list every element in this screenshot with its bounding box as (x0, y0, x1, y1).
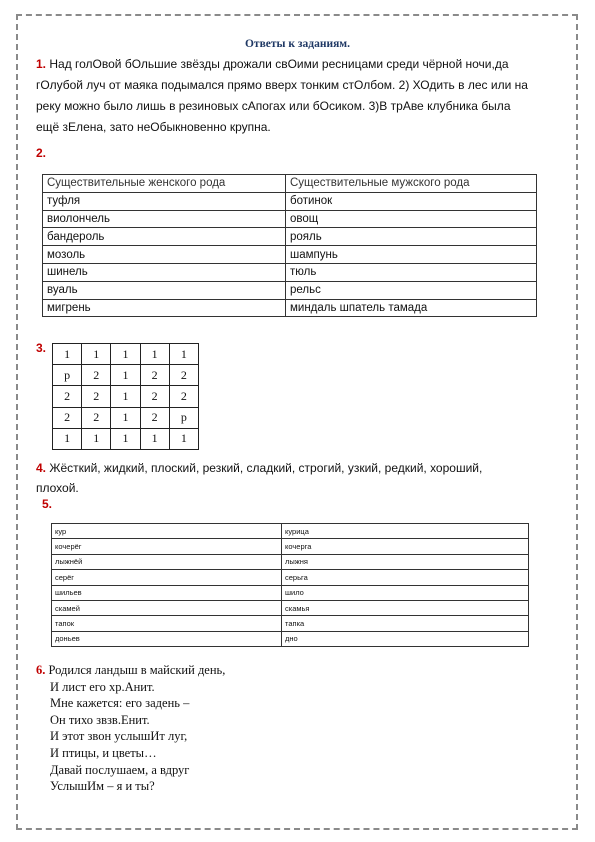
table-row (52, 539, 529, 554)
cell-right: кочерга (282, 539, 529, 554)
grid-cell: 1 (53, 428, 82, 449)
task4-number: 4. (36, 461, 47, 475)
grid-cell: 2 (82, 386, 111, 407)
cell-masculine: рояль (286, 228, 537, 246)
cell-left: тапок (52, 616, 282, 631)
gender-nouns-table (42, 174, 537, 317)
grid-cell: 2 (169, 386, 198, 407)
task5-number-line (42, 494, 572, 515)
cell-right: курица (282, 524, 529, 539)
grid-row (53, 365, 199, 386)
poem-block (36, 662, 225, 795)
poem-line-3: Мне кажется: его задень – (50, 696, 190, 711)
poem-line-8: УслышИм – я и ты? (50, 779, 155, 794)
task6-number: 6. (36, 663, 46, 677)
grid-cell: 1 (111, 407, 140, 428)
table-row (52, 600, 529, 615)
cell-left: кочерёг (52, 539, 282, 554)
task1-line-1: 1. Над голОвой бОльшие звёзды дрожали свОими ресницами среди чёрной ночи,да (36, 57, 509, 71)
grid-cell: 2 (82, 365, 111, 386)
grid-cell: 2 (82, 407, 111, 428)
poem-line-6: И птицы, и цветы… (50, 745, 157, 760)
table-row (52, 585, 529, 600)
cell-right: лыжня (282, 554, 529, 569)
table-header-row (43, 175, 537, 193)
cell-right: дно (282, 631, 529, 646)
grid-cell: 1 (111, 365, 140, 386)
grid-cell: р (169, 407, 198, 428)
task4-line-1: 4. Жёсткий, жидкий, плоский, резкий, сладкий, строгий, узкий, редкий, хороший, (36, 461, 483, 475)
table-row (52, 554, 529, 569)
cell-feminine: шинель (43, 263, 286, 281)
table-row (43, 299, 537, 317)
grid-cell: 1 (82, 428, 111, 449)
table-row (43, 210, 537, 228)
grid-cell: 1 (111, 386, 140, 407)
grid-row (53, 386, 199, 407)
cell-masculine: рельс (286, 281, 537, 299)
table-row (43, 246, 537, 264)
grid-row (53, 344, 199, 365)
cell-right: серьга (282, 570, 529, 585)
grid-row (53, 428, 199, 449)
poem-line-2: И лист его хр.Анит. (50, 679, 155, 694)
grid-cell: 1 (82, 344, 111, 365)
header-feminine: Существительные женского рода (43, 175, 286, 193)
poem-line-4: Он тихо звзв.Енит. (50, 712, 150, 727)
grid-cell: р (53, 365, 82, 386)
task1-block (36, 54, 566, 138)
cell-left: шильев (52, 585, 282, 600)
task2-number: 2. (36, 146, 47, 160)
poem-line-5: И этот звон услышИт луг, (50, 729, 188, 744)
grid-cell: 2 (140, 365, 169, 386)
table-row (43, 228, 537, 246)
grid-cell: 1 (111, 428, 140, 449)
table-row (52, 631, 529, 646)
grid-cell: 1 (169, 344, 198, 365)
cell-left: кур (52, 524, 282, 539)
page-title: Ответы к заданиям. (244, 38, 351, 50)
cell-feminine: вуаль (43, 281, 286, 299)
cell-feminine: мигрень (43, 299, 286, 317)
task1-number: 1. (36, 57, 47, 71)
task5-number: 5. (42, 497, 53, 511)
cell-feminine: виолончель (43, 210, 286, 228)
table-row (52, 570, 529, 585)
grid-cell: 1 (111, 344, 140, 365)
grid-cell: 1 (140, 428, 169, 449)
cell-masculine: шампунь (286, 246, 537, 264)
cell-masculine: ботинок (286, 192, 537, 210)
poem-line-7: Давай послушаем, а вдруг (50, 762, 190, 777)
grid-cell: 1 (53, 344, 82, 365)
cell-left: серёг (52, 570, 282, 585)
number-grid (52, 343, 199, 450)
table-row (43, 263, 537, 281)
cell-right: шило (282, 585, 529, 600)
table-row (43, 192, 537, 210)
task1-line-4: ещё зЕлена, зато неОбыкновенно крупна. (36, 120, 271, 134)
grid-cell: 2 (140, 386, 169, 407)
cell-left: скамей (52, 600, 282, 615)
grid-cell: 1 (169, 428, 198, 449)
grid-cell: 2 (169, 365, 198, 386)
cell-masculine: миндаль шпатель тамада (286, 299, 537, 317)
grid-cell: 1 (140, 344, 169, 365)
task3-number: 3. (36, 341, 47, 355)
task2-number-line (36, 143, 566, 164)
cell-feminine: бандероль (43, 228, 286, 246)
cell-left: доньев (52, 631, 282, 646)
task1-line-3: реку можно было лишь в резиновых сАпогах или бОсиком. 3)В трАве клубника была (36, 99, 511, 113)
plural-forms-table (51, 523, 529, 647)
header-masculine: Существительные мужского рода (286, 175, 537, 193)
grid-cell: 2 (53, 407, 82, 428)
grid-cell: 2 (53, 386, 82, 407)
task4-block (36, 458, 566, 498)
table-row (52, 524, 529, 539)
task4-line-2: плохой. (36, 481, 79, 495)
grid-row (53, 407, 199, 428)
cell-feminine: туфля (43, 192, 286, 210)
cell-feminine: мозоль (43, 246, 286, 264)
cell-masculine: овощ (286, 210, 537, 228)
cell-left: лыжнёй (52, 554, 282, 569)
cell-right: скамья (282, 600, 529, 615)
task1-line-2: гОлубой луч от маяка подымался прямо вверх тонким стОлбом. 2) ХОдить в лес или на (36, 78, 528, 92)
poem-line-1: 6. Родился ландыш в майский день, (36, 663, 226, 677)
table-row (52, 616, 529, 631)
cell-right: тапка (282, 616, 529, 631)
cell-masculine: тюль (286, 263, 537, 281)
table-row (43, 281, 537, 299)
grid-cell: 2 (140, 407, 169, 428)
